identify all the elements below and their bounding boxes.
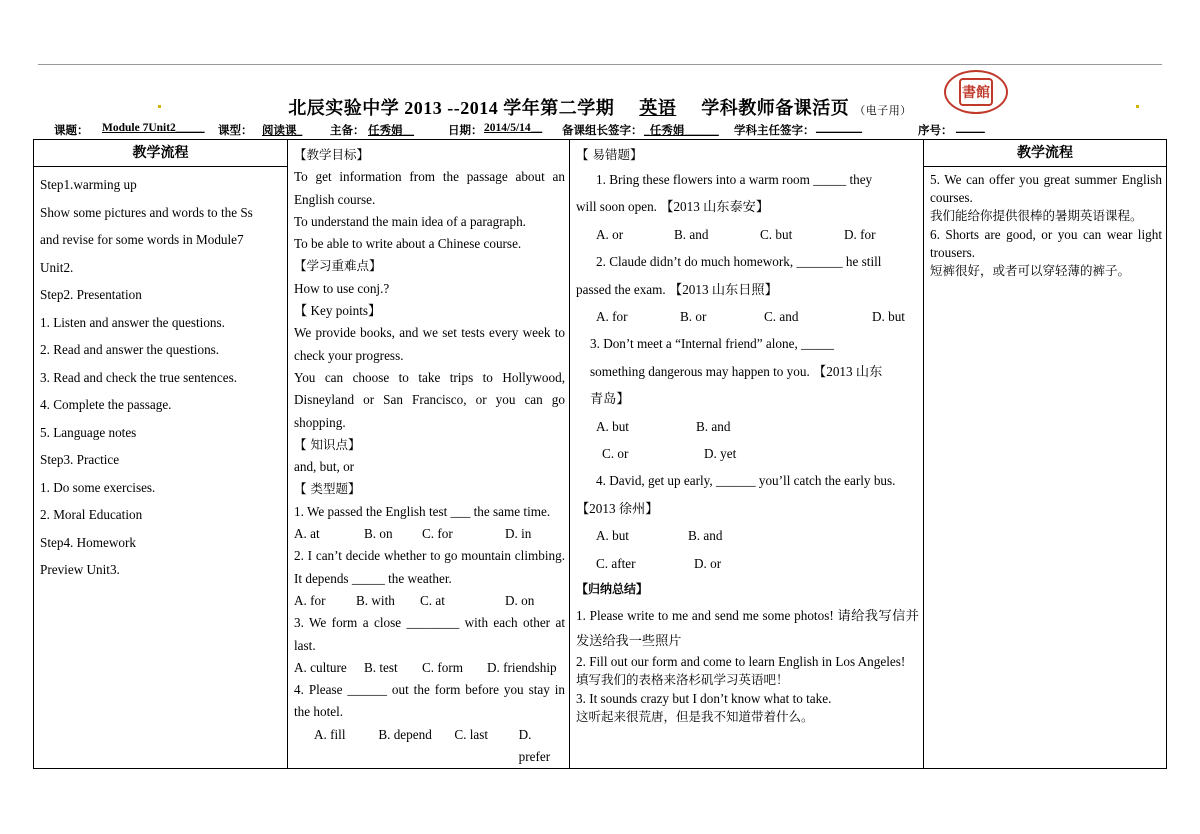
mistake-q3-options-2: C. or D. yet — [602, 446, 737, 462]
difficulty-text: How to use conj.? — [294, 280, 390, 296]
note-6-zh: 短裤很好，或者可以穿轻薄的裤子。 — [930, 263, 1131, 279]
note-5-en: 5. We can offer you great summer English courses. — [930, 172, 1162, 206]
prep-value: 任秀娟__ — [368, 125, 414, 137]
page-title-text: 学科教师备课活页 — [701, 98, 850, 118]
mistake-q3-line1: 3. Don’t meet a “Internal friend” alone, _____ — [590, 336, 835, 352]
topic-value: Module 7Unit2_____ — [102, 122, 205, 134]
question-2-options: A. for B. with C. at D. on — [294, 592, 535, 608]
knowledge-title: 【 知识点】 — [294, 436, 361, 452]
flow-line: Step1.warming up — [40, 177, 137, 192]
flow-line: Show some pictures and words to the Ss — [40, 204, 253, 220]
prep-label: 主备： — [330, 125, 365, 137]
question-2: 2. I can’t decide whether to go mountain climbing. It depends _____ the weather. — [294, 548, 565, 586]
page-title — [0, 94, 1200, 120]
objectives-cell — [288, 140, 570, 769]
notes-cell — [924, 167, 1167, 769]
flow-line: Step4. Homework — [40, 534, 136, 550]
summary-2-en: 2. Fill out our form and come to learn English in Los Angeles! — [576, 654, 906, 670]
summary-1: 1. Please write to me and send me some photos! 请给我写信并发送给我一些照片 — [576, 608, 919, 649]
mistake-q2-line2: passed the exam. 【2013 山东日照】 — [576, 281, 778, 297]
subject: 英语 — [639, 98, 677, 118]
school-seal-logo — [944, 70, 1008, 114]
director-value: ________ — [816, 122, 862, 134]
flow-line: 4. Complete the passage. — [40, 397, 172, 412]
flow-line: Step2. Presentation — [40, 287, 142, 302]
flow-line: 1. Listen and answer the questions. — [40, 314, 225, 330]
title-note: （电子用） — [854, 105, 912, 117]
leader-label: 备课组长签字： — [562, 125, 643, 137]
key-point: You can choose to take trips to Hollywood, Disneyland or San Francisco, or you can go shopping. — [294, 369, 565, 430]
summary-title: 【归纳总结】 — [576, 582, 649, 597]
mistake-q4-line2: 【2013 徐州】 — [576, 500, 659, 516]
types-title: 【 类型题】 — [294, 481, 361, 497]
mistake-q1-line2: will soon open. 【2013 山东泰安】 — [576, 199, 770, 215]
mistake-q2-line1: 2. Claude didn’t do much homework, _______ he still — [596, 254, 882, 270]
speck — [158, 105, 161, 108]
question-3: 3. We form a close ________ with each other at last. — [294, 615, 565, 653]
mistake-q4-line1: 4. David, get up early, ______ you’ll catch the early bus. — [596, 473, 896, 489]
flow-line: and revise for some words in Module7 — [40, 232, 244, 247]
speck — [1136, 105, 1139, 108]
lesson-plan-table — [33, 139, 1167, 769]
seal-text: 書館 — [959, 78, 993, 106]
flow-line: 5. Language notes — [40, 424, 137, 440]
leader-value: _任秀娟______ — [644, 125, 719, 137]
note-5-zh: 我们能给你提供很棒的暑期英语课程。 — [930, 208, 1143, 224]
goal-title: 【教学目标】 — [294, 147, 370, 162]
knowledge-text: and, but, or — [294, 459, 355, 475]
mistakes-title: 【 易错题】 — [576, 147, 643, 162]
flow-line: Unit2. — [40, 259, 74, 275]
mistake-q3-options-1: A. but B. and — [596, 418, 731, 434]
question-1: 1. We passed the English test ___ the same time. — [294, 503, 551, 519]
date-value: 2014/5/14__ — [484, 122, 543, 134]
goal-item: To be able to write about a Chinese course. — [294, 236, 522, 252]
question-1-options: A. at B. on C. for D. in — [294, 526, 532, 542]
summary-3-zh: 这听起来很荒唐，但是我不知道带着什么。 — [576, 708, 814, 724]
flow-line: 3. Read and check the true sentences. — [40, 369, 237, 385]
flow-line: 2. Moral Education — [40, 507, 143, 522]
key-title: 【 Key points】 — [294, 303, 382, 319]
goal-item: To understand the main idea of a paragraph. — [294, 213, 526, 229]
no-value: _____ — [956, 122, 985, 134]
mistake-q1-line1: 1. Bring these flowers into a warm room _____ they — [596, 172, 873, 187]
date-label: 日期： — [448, 125, 483, 137]
flow-cell — [34, 167, 288, 769]
right-column-header: 教学流程 — [924, 140, 1167, 167]
school-term: 北辰实验中学 2013 --2014 学年第二学期 — [288, 98, 615, 118]
summary-3-en: 3. It sounds crazy but I don’t know what to take. — [576, 690, 832, 706]
flow-line: 2. Read and answer the questions. — [40, 342, 220, 357]
type-value: 阅读课_ — [262, 125, 303, 137]
mistake-q1-options: A. or B. and C. but D. for — [596, 226, 876, 242]
note-6-en: 6. Shorts are good, or you can wear light trousers. — [930, 226, 1162, 260]
difficulty-title: 【学习重难点】 — [294, 258, 382, 274]
mistake-q4-options-2: C. after D. or — [596, 555, 722, 571]
flow-line: 1. Do some exercises. — [40, 479, 156, 495]
mistake-q3-line3: 青岛】 — [590, 391, 630, 407]
type-label: 课型： — [218, 125, 253, 137]
top-rule — [38, 64, 1162, 65]
left-column-header: 教学流程 — [34, 140, 288, 167]
goal-item: To get information from the passage about an English course. — [294, 169, 565, 207]
mistake-q3-line2: something dangerous may happen to you. 【2013 山东 — [590, 363, 883, 379]
director-label: 学科主任签字： — [734, 125, 815, 137]
mistakes-cell — [570, 140, 924, 769]
flow-line: Step3. Practice — [40, 452, 120, 467]
mistake-q2-options: A. for B. or C. and D. but — [596, 309, 905, 325]
no-label: 序号： — [918, 125, 953, 137]
summary-2-zh: 填写我们的表格来洛杉矶学习英语吧！ — [576, 672, 789, 688]
mistake-q4-options-1: A. but B. and — [596, 528, 723, 544]
question-4-options: A. fill B. depend C. last D. prefer — [314, 726, 551, 765]
question-3-options: A. culture B. test C. form D. friendship — [294, 659, 557, 675]
topic-label: 课题： — [54, 125, 89, 137]
flow-line: Preview Unit3. — [40, 562, 120, 577]
key-point: We provide books, and we set tests every week to check your progress. — [294, 325, 565, 363]
question-4: 4. Please ______ out the form before you stay in the hotel. — [294, 682, 565, 720]
